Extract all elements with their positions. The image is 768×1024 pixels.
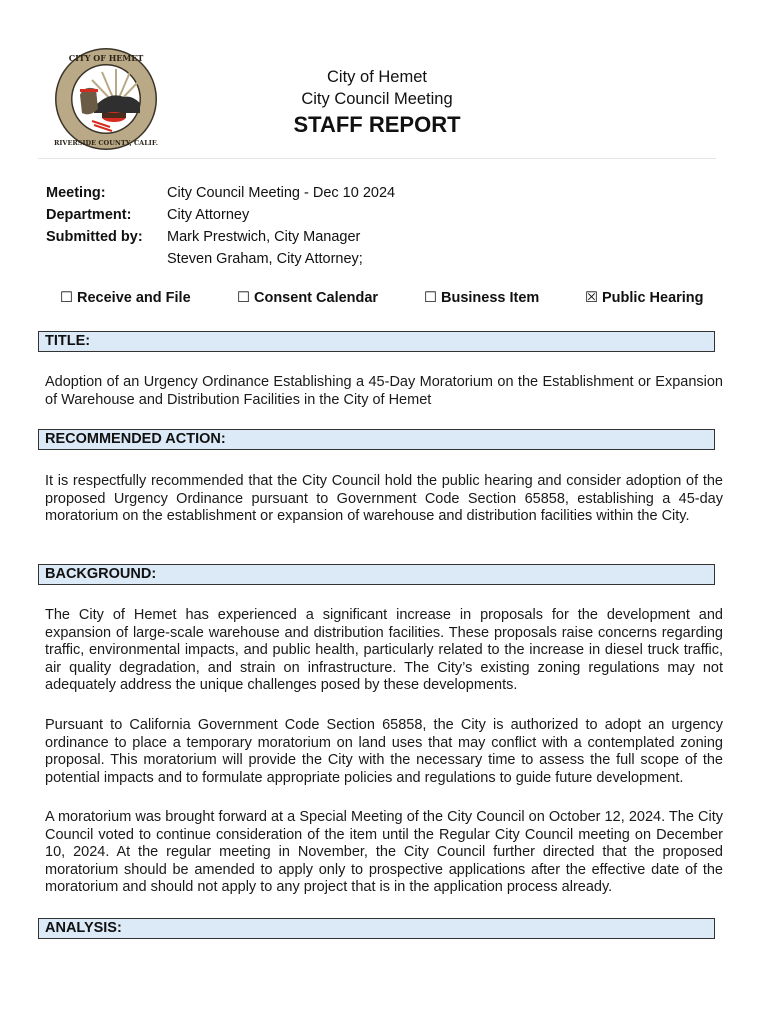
checkbox-label: Consent Calendar [254,290,379,306]
submitted-row [46,226,395,270]
unchecked-box-icon: ☐ [424,290,437,306]
background-paragraph-1: The City of Hemet has experienced a significant increase in proposals for the development and expansion of large-scale warehouse and distribution facilities. These proposals raise concerns regarding traffic, environmental impacts, and public health, particularly related to the increase in diesel truck traffic, air quality degradation, and strain on infrastructure. The City’s existing zoning regulations may not adequately address the unique challenges posed by these developments. [45,607,723,693]
svg-text:RIVERSIDE COUNTY, CALIF.: RIVERSIDE COUNTY, CALIF. [54,139,158,147]
checkbox-consent-calendar[interactable] [237,290,378,306]
background-paragraph-3: A moratorium was brought forward at a Special Meeting of the City Council on October 12, 2024. The City Council voted to continue consideration of the item until the Regular City Council meeting on December 10, 2024. At the regular meeting in November, the City Council further directed that the proposed moratorium should be amended to apply only to prospective applications after the effective date of the moratorium and should not apply to any project that is in the application process already. [45,809,723,895]
meeting-row [46,182,395,204]
checkbox-label: Business Item [441,290,540,306]
page-title: STAFF REPORT [293,112,461,137]
report-meta [46,182,395,270]
checked-box-icon: ☒ [585,290,598,306]
section-heading-title: TITLE: [38,331,715,352]
department-label: Department: [46,207,132,223]
section-heading-recommended-action: RECOMMENDED ACTION: [38,429,715,450]
submitted-label: Submitted by: [46,229,143,245]
checkbox-receive-and-file[interactable] [60,290,191,306]
submitted-value [167,226,363,270]
department-row [46,204,395,226]
meeting-type: City Council Meeting [301,90,453,108]
header-divider [38,158,716,159]
department-value: City Attorney [167,207,250,223]
submitter-2: Steven Graham, City Attorney; [167,251,363,267]
city-seal-logo [54,47,158,151]
unchecked-box-icon: ☐ [60,290,73,306]
submitter-1: Mark Prestwich, City Manager [167,229,361,245]
checkbox-business-item[interactable] [424,290,539,306]
city-of-hemet-seal-icon [54,47,158,151]
background-paragraph-2: Pursuant to California Government Code Section 65858, the City is authorized to adopt an urgency ordinance to place a temporary moratorium on land uses that may conflict with a contemplated zoning proposal. This moratorium will provide the City with the necessary time to assess the full scope of the potential impacts and to formulate appropriate policies and regulations to guide future development. [45,717,723,786]
checkbox-label: Public Hearing [602,290,704,306]
report-header [230,66,524,139]
meeting-label: Meeting: [46,185,106,201]
unchecked-box-icon: ☐ [237,290,250,306]
recommended-action-text: It is respectfully recommended that the City Council hold the public hearing and consider adoption of the proposed Urgency Ordinance pursuant to Government Code Section 65858, establishing a 45-day moratorium on the establishment or expansion of warehouse and distribution facilities within the City. [45,473,723,524]
city-name: City of Hemet [327,68,427,86]
section-heading-background: BACKGROUND: [38,564,715,585]
checkbox-label: Receive and File [77,290,191,306]
section-heading-analysis: ANALYSIS: [38,918,715,939]
meeting-value: City Council Meeting - Dec 10 2024 [167,185,396,201]
title-text: Adoption of an Urgency Ordinance Establishing a 45-Day Moratorium on the Establishment or Expansion of Warehouse and Distribution Facilities in the City of Hemet [45,374,723,408]
svg-text:CITY OF HEMET: CITY OF HEMET [68,53,144,63]
checkbox-public-hearing[interactable] [585,290,704,306]
